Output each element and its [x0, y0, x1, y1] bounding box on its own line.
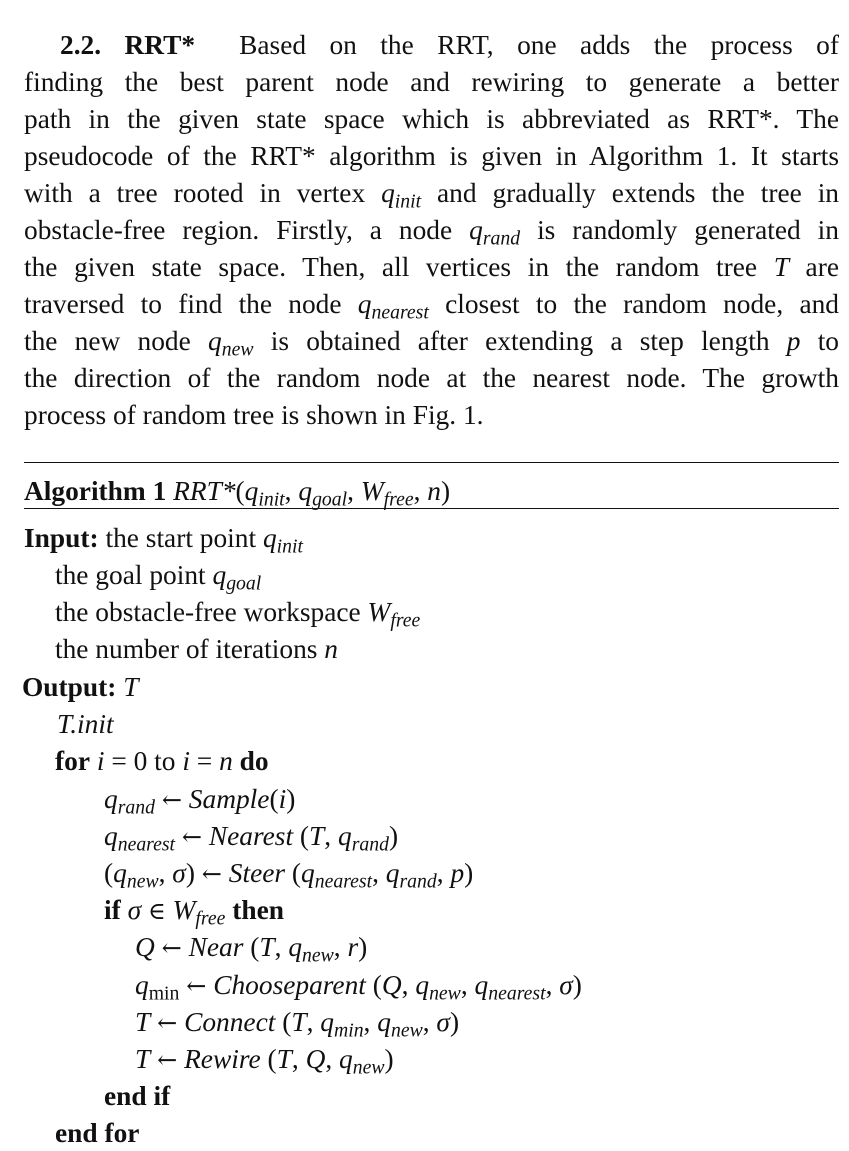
section-number: 2.2.: [60, 30, 102, 60]
algo-input-workspace: the obstacle-free workspace $W_{free}$: [55, 597, 421, 632]
paragraph-line-3: path in the given state space which is abbreviated as RRT*. The: [24, 104, 839, 134]
algorithm-top-rule: [24, 462, 839, 463]
algo-output-line: Output: T: [22, 672, 139, 702]
algo-input-line: Input: the start point $q_{init}$: [24, 523, 303, 558]
algo-end-for: end for: [55, 1118, 140, 1148]
paragraph-line-4: pseudocode of the RRT* algorithm is given in Algorithm 1. It starts: [24, 141, 839, 171]
algorithm-name: RRT*: [173, 476, 236, 506]
paragraph-line-9: the new node $q_{new}$ is obtained after extending a step length p to: [24, 326, 839, 361]
algo-chooseparent: $q_{min}$ ← Chooseparent (Q, $q_{new}$, $q_{nearest}$, σ): [135, 970, 582, 1005]
algo-end-if: end if: [104, 1081, 171, 1111]
algorithm-label: Algorithm 1: [24, 476, 167, 506]
paragraph-line-1: [24, 27, 839, 64]
paragraph-line-5: with a tree rooted in vertex $q_{init}$ and gradually extends the tree in: [24, 178, 839, 213]
paragraph-line-7: the given state space. Then, all vertices in the random tree T are: [24, 252, 839, 282]
algo-init: T.init: [57, 709, 114, 739]
algo-rewire: T ← Rewire (T, Q, $q_{new}$): [135, 1044, 394, 1079]
algo-if-line: if σ ∈ $W_{free}$ then: [104, 895, 284, 930]
section-title: RRT*: [124, 30, 196, 60]
paragraph-text: Based on the RRT, one adds the process of: [239, 30, 839, 60]
paragraph-line-10: the direction of the random node at the nearest node. The growth: [24, 363, 839, 393]
algo-steer: ($q_{new}$, σ) ← Steer ($q_{nearest}$, $q_{rand}$, p): [104, 858, 474, 893]
paragraph-line-8: traversed to find the node $q_{nearest}$ closest to the random node, and: [24, 289, 839, 324]
paragraph-line-2: finding the best parent node and rewiring to generate a better: [24, 67, 839, 97]
paragraph-line-6: obstacle-free region. Firstly, a node $q_{rand}$ is randomly generated in: [24, 215, 839, 250]
algo-nearest: $q_{nearest}$ ← Nearest (T, $q_{rand}$): [104, 821, 399, 856]
algo-sample: $q_{rand}$ ← Sample(i): [104, 784, 296, 819]
algo-input-iterations: the number of iterations n: [55, 634, 338, 664]
algorithm-header-rule: [24, 508, 839, 509]
algorithm-caption: Algorithm 1 $RRT*(q_{init}$, $q_{goal}$, $W_{free}$, n): [24, 476, 451, 511]
algo-connect: T ← Connect (T, $q_{min}$, $q_{new}$, σ): [135, 1007, 460, 1042]
paragraph-line-11: process of random tree is shown in Fig. 1.: [24, 400, 484, 430]
algo-for-line: for i = 0 to i = n do: [55, 746, 269, 776]
algo-input-goal: the goal point $q_{goal}$: [55, 560, 262, 595]
algo-near: Q ← Near (T, $q_{new}$, r): [135, 932, 368, 967]
section-paragraph: [24, 27, 839, 434]
